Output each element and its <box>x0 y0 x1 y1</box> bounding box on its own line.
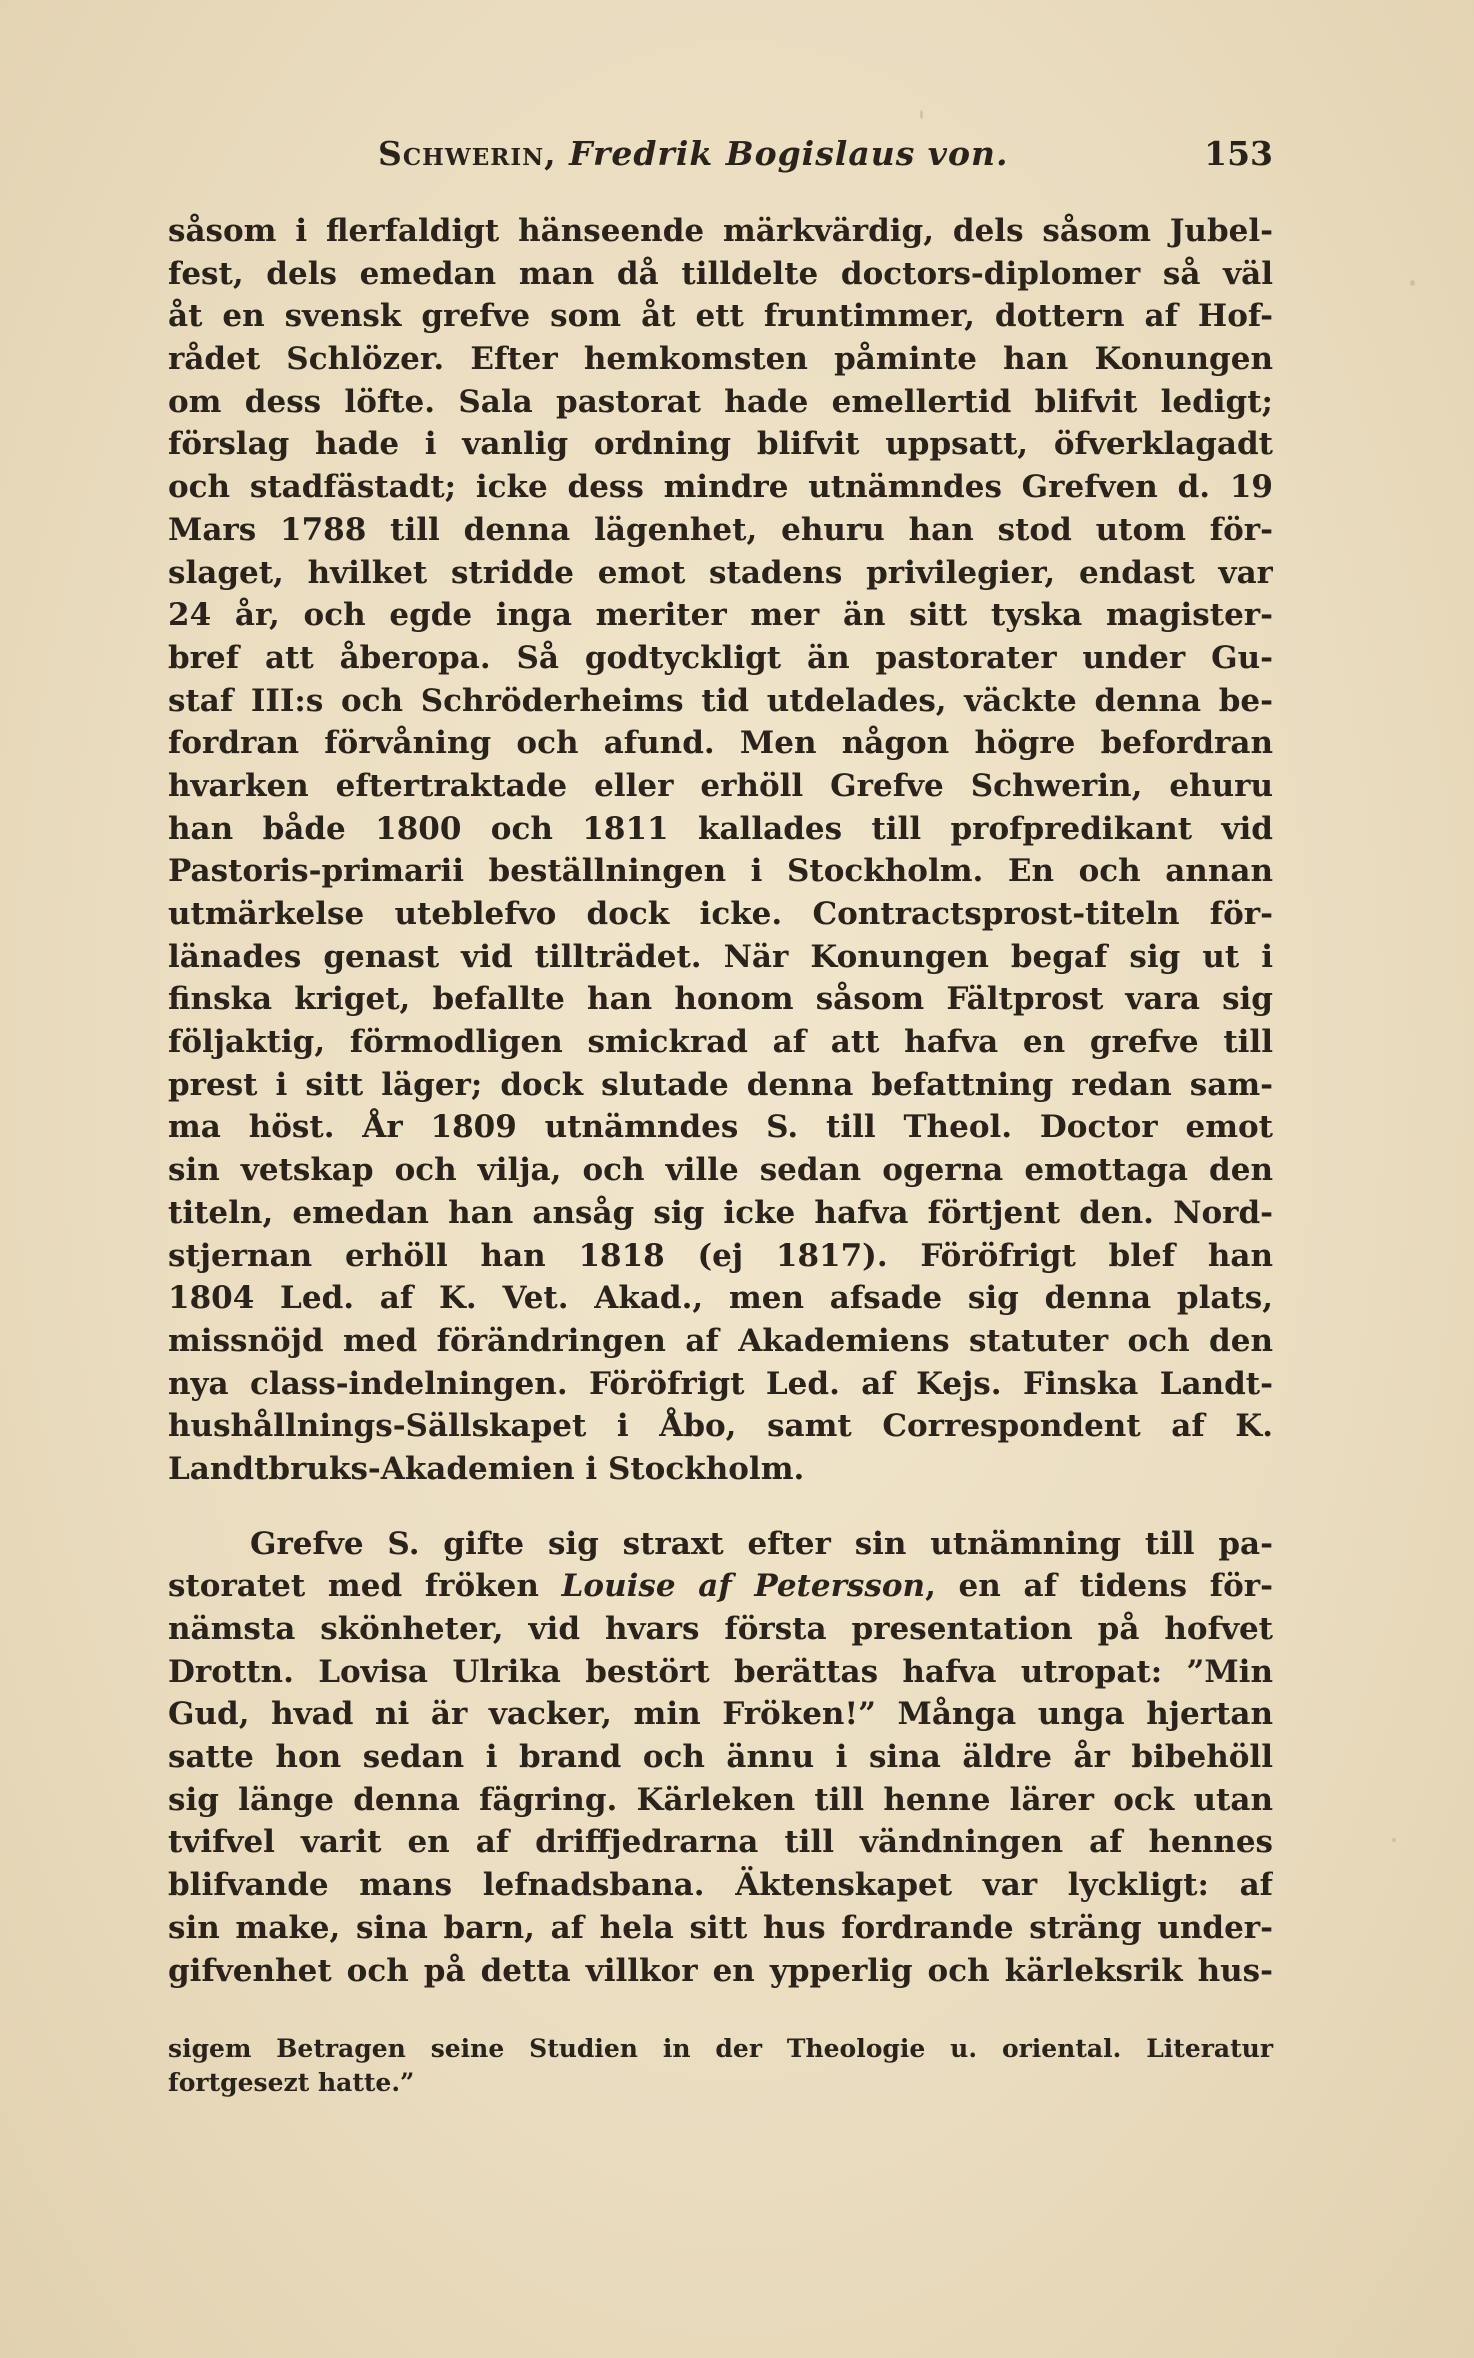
text-line: sin make, sina barn, af hela sitt hus fordrande sträng under- <box>168 1909 1273 1946</box>
text-line: Drottn. Lovisa Ulrika bestört berättas hafva utropat: ”Min <box>168 1653 1273 1690</box>
text-line: följaktig, förmodligen smickrad af att hafva en grefve till <box>168 1024 1273 1061</box>
text-line: sig länge denna fägring. Kärleken till henne lärer ock utan <box>168 1781 1273 1818</box>
text-line: åt en svensk grefve som åt ett fruntimmer, dottern af Hof- <box>168 298 1273 335</box>
text-line: förslag hade i vanlig ordning blifvit uppsatt, öfverklagadt <box>168 426 1273 463</box>
text-line: såsom i flerfaldigt hänseende märkvärdig, dels såsom Jubel- <box>168 213 1273 249</box>
footnote <box>168 2032 1273 2100</box>
text-line: länades genast vid tillträdet. När Konungen begaf sig ut i <box>168 938 1273 975</box>
line-text: , en af tidens för- <box>925 1568 1273 1605</box>
running-title <box>378 134 1008 173</box>
text-line: 1804 Led. af K. Vet. Akad., men afsade sig denna plats, <box>168 1280 1273 1317</box>
text-line: slaget, hvilket stridde emot stadens privilegier, endast var <box>168 554 1273 591</box>
page-number: 153 <box>1204 134 1273 173</box>
text-line <box>168 1565 1273 1608</box>
text-line: ma höst. År 1809 utnämndes S. till Theol. Doctor emot <box>168 1109 1273 1146</box>
text-line: utmärkelse uteblefvo dock icke. Contractsprost-titeln för- <box>168 896 1273 932</box>
text-line: blifvande mans lefnadsbana. Äktenskapet var lyckligt: af <box>168 1867 1273 1904</box>
text-line: han både 1800 och 1811 kallades till profpredikant vid <box>168 810 1273 847</box>
paper-speck <box>1410 280 1415 286</box>
header-surname: Schwerin, <box>378 134 557 173</box>
text-line: nämsta skönheter, vid hvars första presentation på hofvet <box>168 1611 1273 1647</box>
text-line: Landtbruks-Akademien i Stockholm. <box>168 1450 805 1487</box>
text-line: titeln, emedan han ansåg sig icke hafva förtjent den. Nord- <box>168 1194 1273 1231</box>
paragraph-2 <box>168 1523 1273 1993</box>
header-name: Fredrik Bogislaus von. <box>569 134 1009 173</box>
text-line: missnöjd med förändringen af Akademiens statuter och den <box>168 1322 1273 1359</box>
footnote-line: fortgesezt hatte.” <box>168 2068 415 2097</box>
text-line: 24 år, och egde inga meriter mer än sitt tyska magister- <box>168 597 1273 634</box>
text-line: Gud, hvad ni är vacker, min Fröken!” Många unga hjertan <box>168 1696 1273 1733</box>
text-line: satte hon sedan i brand och ännu i sina äldre år bibehöll <box>168 1739 1273 1776</box>
paragraph-1 <box>168 210 1273 1491</box>
text-line: Pastoris-primarii beställningen i Stockholm. En och annan <box>168 853 1273 890</box>
text-line: Mars 1788 till denna lägenhet, ehuru han stod utom för- <box>168 511 1273 548</box>
text-line: hushållnings-Sällskapet i Åbo, samt Correspondent af K. <box>168 1408 1273 1445</box>
text-line <box>168 1523 1273 1566</box>
footnote-line: sigem Betragen seine Studien in der Theologie u. oriental. Literatur <box>168 2034 1273 2063</box>
line-text: storatet med fröken <box>168 1568 562 1605</box>
text-line: staf III:s och Schröderheims tid utdelades, väckte denna be- <box>168 682 1273 719</box>
text-line: fordran förvåning och afund. Men någon högre befordran <box>168 725 1273 762</box>
text-line: och stadfästadt; icke dess mindre utnämndes Grefven d. 19 <box>168 469 1273 506</box>
text-line: sin vetskap och vilja, och ville sedan ogerna emottaga den <box>168 1152 1273 1189</box>
text-line: om dess löfte. Sala pastorat hade emellertid blifvit ledigt; <box>168 383 1273 420</box>
paper-speck <box>1392 1838 1396 1842</box>
paper-speck <box>920 110 923 119</box>
paragraph-2-rest <box>168 1608 1273 1992</box>
text-line: finska kriget, befallte han honom såsom Fältprost vara sig <box>168 981 1273 1018</box>
line-text: Grefve S. gifte sig straxt efter sin utnämning till pa- <box>250 1525 1273 1562</box>
text-line: hvarken eftertraktade eller erhöll Grefve Schwerin, ehuru <box>168 767 1273 804</box>
main-text <box>168 210 1273 1992</box>
text-line: stjernan erhöll han 1818 (ej 1817). Föröfrigt blef han <box>168 1237 1273 1274</box>
text-line: prest i sitt läger; dock slutade denna befattning redan sam- <box>168 1066 1273 1103</box>
text-line: fest, dels emedan man då tilldelte doctors-diplomer så väl <box>168 255 1273 292</box>
text-line: nya class-indelningen. Föröfrigt Led. af Kejs. Finska Landt- <box>168 1365 1273 1402</box>
spouse-name: Louise af Petersson <box>561 1568 926 1605</box>
text-line: gifvenhet och på detta villkor en ypperlig och kärleksrik hus- <box>168 1952 1273 1989</box>
text-line: bref att åberopa. Så godtyckligt än pastorater under Gu- <box>168 639 1273 676</box>
paragraph-gap <box>168 1491 1273 1523</box>
text-line: tvifvel varit en af driffjedrarna till vändningen af hennes <box>168 1824 1273 1861</box>
text-line: rådet Schlözer. Efter hemkomsten påminte han Konungen <box>168 341 1273 378</box>
running-header <box>168 134 1273 188</box>
